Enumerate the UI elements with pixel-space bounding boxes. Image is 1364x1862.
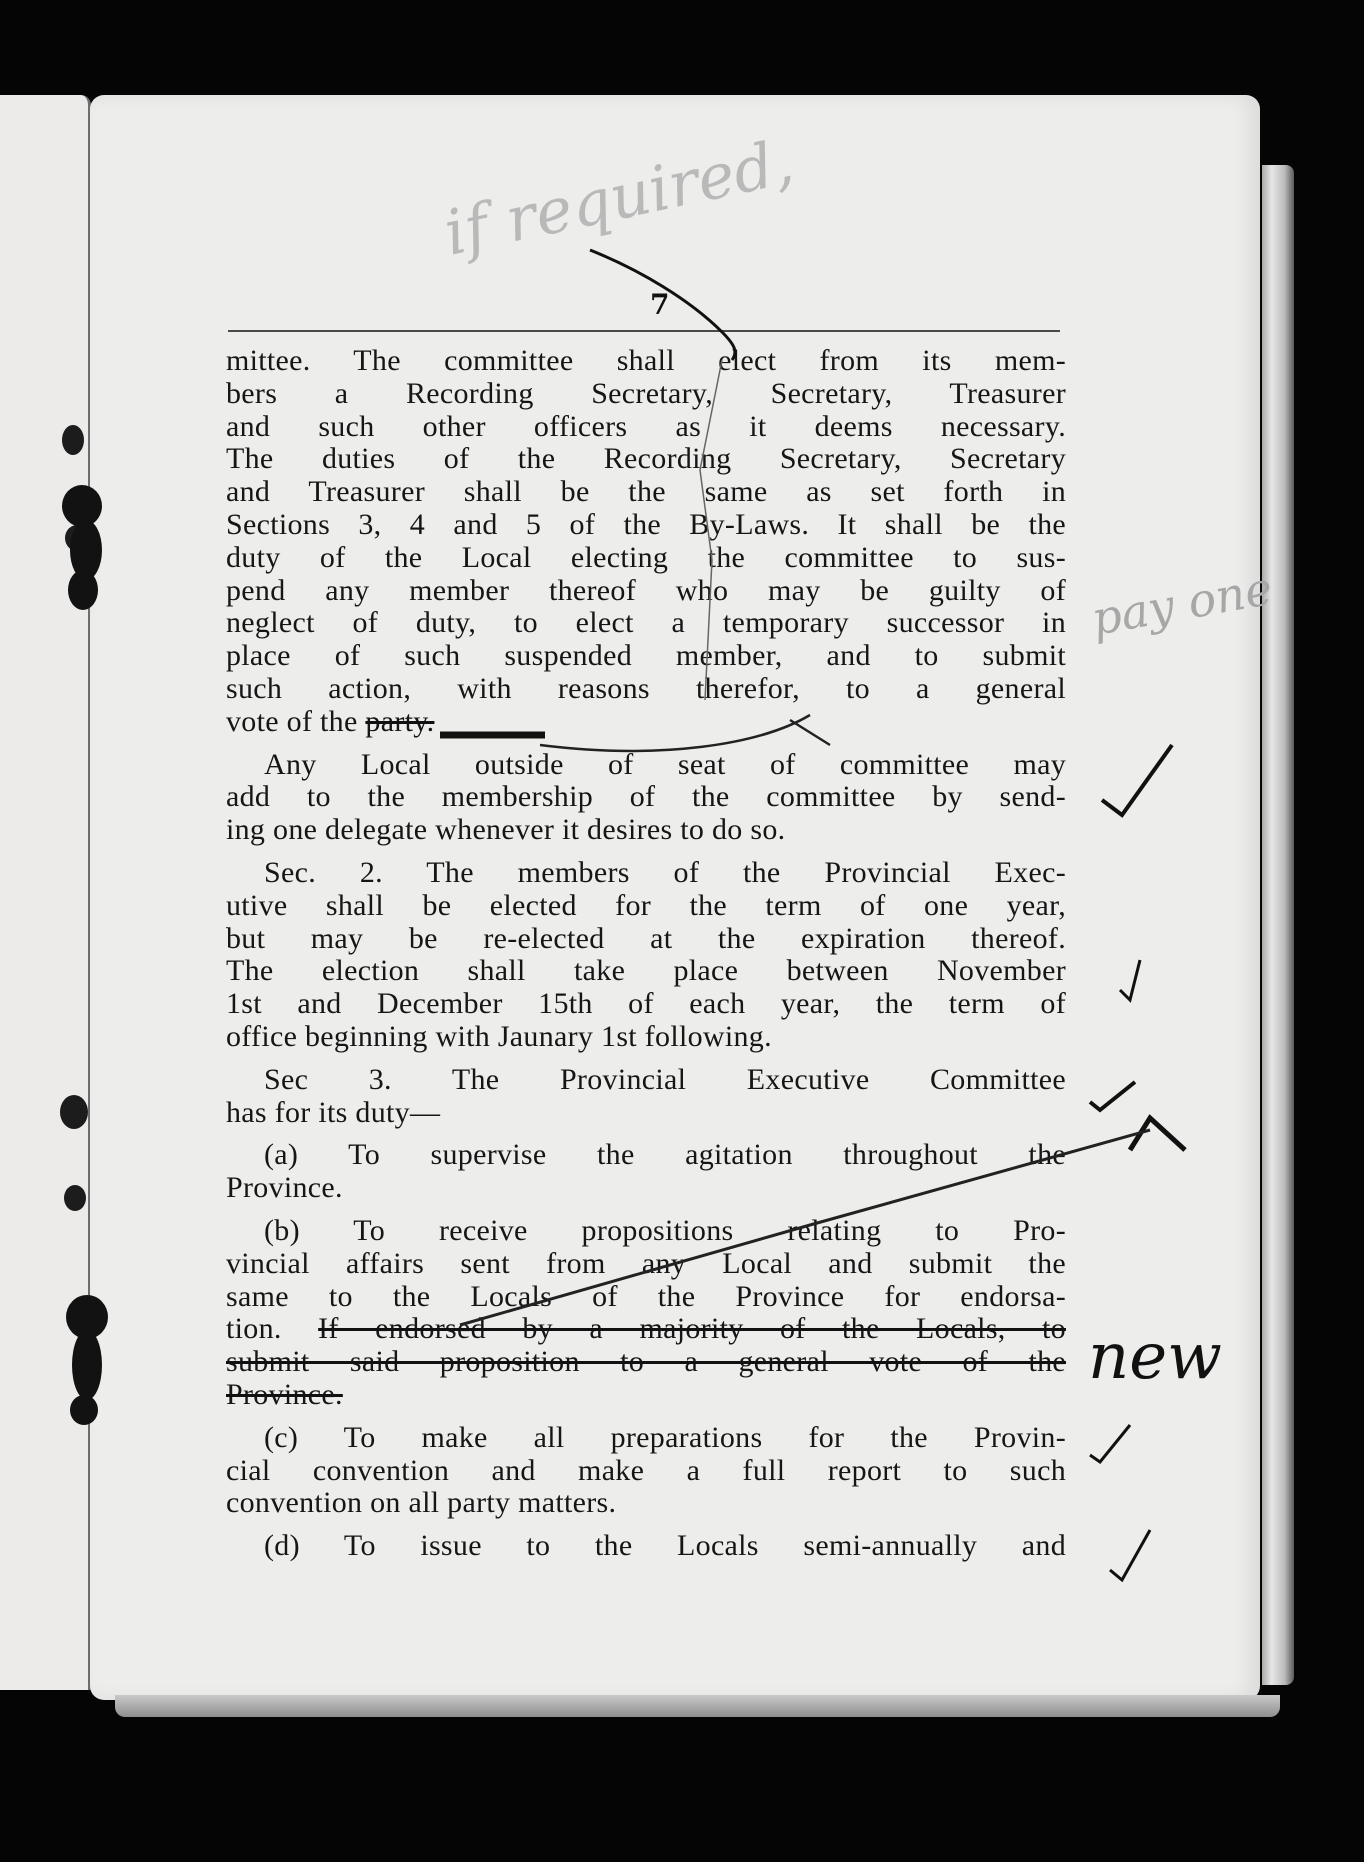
- text-line: pend any member thereof who may be guilty of: [226, 573, 1066, 607]
- text-line: vincial affairs sent from any Local and submit the: [226, 1246, 1066, 1280]
- binding-hole-blot: [72, 1330, 102, 1400]
- text-line: (a) To supervise the agitation throughout the: [264, 1138, 1066, 1172]
- text-fragment: tion.: [226, 1312, 282, 1346]
- page-stack-bottom-edge: [115, 1695, 1280, 1717]
- text-line: [226, 1346, 1066, 1379]
- text-line: bers a Recording Secretary, Secretary, Treasurer: [226, 376, 1066, 410]
- text-line: Sec. 2. The members of the Provincial Exec-: [264, 855, 1066, 889]
- text-line: utive shall be elected for the term of one year,: [226, 888, 1066, 922]
- binding-hole-blot: [70, 1395, 98, 1425]
- page-number: 7: [650, 288, 670, 321]
- text-line: (d) To issue to the Locals semi-annually and: [264, 1529, 1066, 1563]
- text-line: 1st and December 15th of each year, the term of: [226, 987, 1066, 1021]
- text-fragment: vote of the: [226, 704, 358, 738]
- text-line: but may be re-elected at the expiration thereof.: [226, 921, 1066, 955]
- text-line: [226, 1313, 1066, 1346]
- ink-blot: [62, 425, 84, 455]
- text-line: office beginning with Jaunary 1st following.: [226, 1019, 772, 1053]
- text-line: Sec 3. The Provincial Executive Committee: [264, 1062, 1066, 1096]
- text-line: [226, 706, 1066, 739]
- page-stack-right-edge: [1262, 165, 1294, 1685]
- pencil-note-margin: pay one: [1087, 561, 1277, 646]
- struck-text: submit said proposition to a general vote of the: [226, 1345, 1066, 1379]
- text-line: place of such suspended member, and to submit: [226, 639, 1066, 673]
- text-line: duty of the Local electing the committee to sus-: [226, 540, 1066, 574]
- text-line: Any Local outside of seat of committee may: [264, 747, 1066, 781]
- text-line: (c) To make all preparations for the Provin-: [264, 1420, 1066, 1454]
- text-line: same to the Locals of the Province for endorsa-: [226, 1279, 1066, 1313]
- text-line: The election shall take place between November: [226, 954, 1066, 988]
- text-line: neglect of duty, to elect a temporary successor in: [226, 606, 1066, 640]
- binding-hole-blot: [68, 570, 98, 610]
- pencil-note-top: if required,: [437, 124, 800, 270]
- header-rule: [228, 330, 1060, 332]
- handwritten-new: new: [1088, 1320, 1222, 1394]
- body-text: [226, 345, 1066, 1563]
- text-line: (b) To receive propositions relating to Pro-: [264, 1213, 1066, 1247]
- text-line: Sections 3, 4 and 5 of the By-Laws. It shall be the: [226, 507, 1066, 541]
- text-line: cial convention and make a full report to such: [226, 1453, 1066, 1487]
- text-line: convention on all party matters.: [226, 1486, 617, 1520]
- struck-text: party.: [365, 704, 435, 738]
- text-line: and Treasurer shall be the same as set forth in: [226, 475, 1066, 509]
- text-line: such action, with reasons therefor, to a general: [226, 671, 1066, 705]
- struck-text: Province.: [226, 1377, 343, 1411]
- facing-page-edge: [0, 95, 91, 1690]
- text-line: and such other officers as it deems necessary.: [226, 409, 1066, 443]
- text-line: ing one delegate whenever it desires to do so.: [226, 813, 786, 847]
- text-line: [226, 1379, 1066, 1412]
- ink-blot: [64, 1185, 86, 1211]
- text-line: The duties of the Recording Secretary, Secretary: [226, 442, 1066, 476]
- text-line: mittee. The committee shall elect from its mem-: [226, 344, 1066, 377]
- text-line: Province.: [226, 1171, 343, 1205]
- ink-blot: [60, 1095, 88, 1129]
- struck-text: If endorsed by a majority of the Locals, to: [318, 1312, 1066, 1346]
- text-line: has for its duty—: [226, 1095, 441, 1129]
- text-line: add to the membership of the committee by send-: [226, 780, 1066, 814]
